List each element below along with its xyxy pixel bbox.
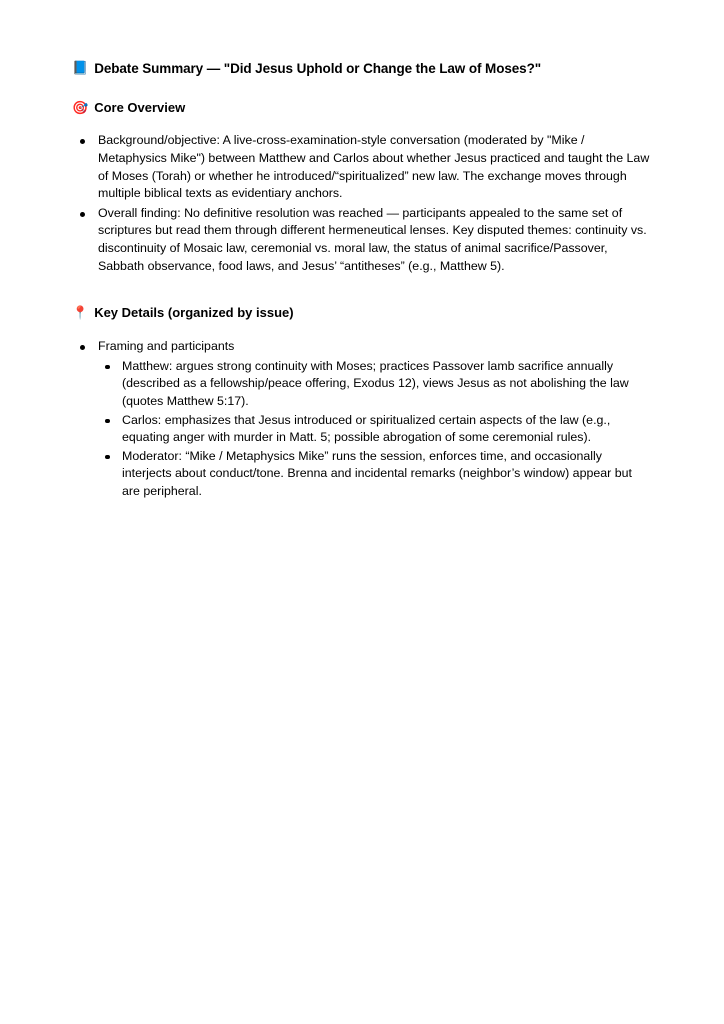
pin-icon: 📍 [72,305,89,321]
notebook-icon: 📘 [72,60,89,75]
document-title-row [72,60,652,78]
list-item-text: Framing and participants [98,339,235,354]
list-item [98,412,652,447]
list-item [72,205,652,275]
list-item [98,358,652,411]
page-title: Debate Summary — "Did Jesus Uphold or Change the Law of Moses?" [94,61,542,76]
core-overview-list [72,132,652,275]
framing-participants-sublist [98,358,652,501]
list-item-text: Background/objective: A live-cross-examination-style conversation (moderated by "Mike / Metaphysics Mike") between Matthew and Carlos about whether Jesus practiced and taught the Law of Moses (Torah) or whether he introduced/“spiritualized” new law. The exchange moves through multiple biblical texts as evidentiary anchors. [98,133,650,201]
section-heading-core-overview [72,100,652,117]
list-item [72,132,652,202]
list-item-text: Moderator: “Mike / Metaphysics Mike” runs the session, enforces time, and occasionally interjects about conduct/tone. Brenna and incidental remarks (neighbor’s window) appear but are peripheral. [122,448,632,499]
section-heading-label: Key Details (organized by issue) [94,305,294,321]
target-icon: 🎯 [72,99,89,115]
list-item-text: Carlos: emphasizes that Jesus introduced or spiritualized certain aspects of the law (e.g., equating anger with murder in Matt. 5; possible abrogation of some ceremonial rules). [122,412,611,445]
section-heading-label: Core Overview [94,99,186,115]
list-item [72,338,652,500]
key-details-list [72,338,652,500]
list-item-text: Overall finding: No definitive resolution was reached — participants appealed to the same set of scriptures but read them through different hermeneutical lenses. Key disputed themes: continuity vs. discontinuity of Mosaic law, ceremonial vs. moral law, the status of animal sacrifice/Passover, Sabbath observance, food laws, and Jesus’ “antitheses” (e.g., Matthew 5). [98,205,647,273]
list-item [98,448,652,501]
section-heading-key-details [72,305,652,322]
list-item-text: Matthew: argues strong continuity with Moses; practices Passover lamb sacrifice annually (described as a fellowship/peace offering, Exodus 12), views Jesus as not abolishing the law (quotes Matthew 5:17). [122,358,629,409]
